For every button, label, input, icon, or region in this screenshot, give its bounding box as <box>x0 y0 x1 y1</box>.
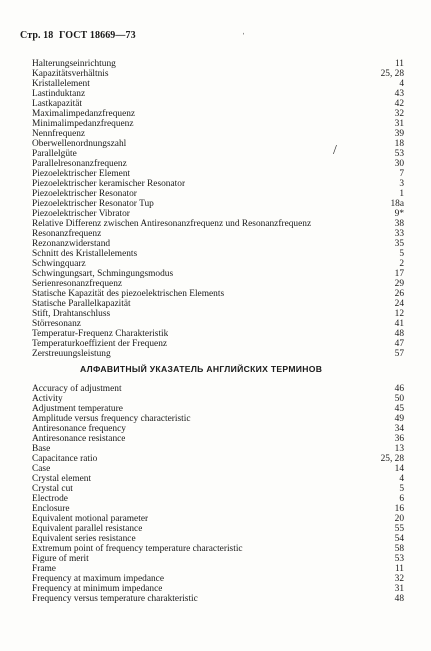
index-number: 29 <box>394 279 404 289</box>
index-number: 25, 28 <box>380 69 404 79</box>
scan-artifact-mark: ˌ <box>242 24 246 35</box>
index-entry <box>32 219 404 229</box>
index-term: Base <box>32 444 51 454</box>
index-term: Accuracy of adjustment <box>32 384 122 394</box>
index-number: 42 <box>394 99 404 109</box>
index-term: Störresonanz <box>32 319 81 329</box>
index-term: Piezoelektrischer Vibrator <box>32 209 130 219</box>
index-number: 43 <box>394 89 404 99</box>
index-entry <box>32 564 404 574</box>
index-entry <box>32 349 404 359</box>
index-entry <box>32 259 404 269</box>
index-number: 48 <box>394 594 404 604</box>
index-entry <box>32 279 404 289</box>
index-entry <box>32 119 404 129</box>
index-term: Electrode <box>32 494 68 504</box>
index-entry <box>32 59 404 69</box>
index-number: 18a <box>390 199 404 209</box>
index-number: 31 <box>394 584 404 594</box>
index-term: Piezoelektrischer Resonator Tup <box>32 199 154 209</box>
index-number: 41 <box>394 319 404 329</box>
index-number: 45 <box>394 404 404 414</box>
index-entry <box>32 79 404 89</box>
index-term: Frequency at maximum impedance <box>32 574 164 584</box>
german-terms-index <box>32 59 404 359</box>
index-number: 30 <box>394 159 404 169</box>
index-number: 34 <box>394 424 404 434</box>
index-entry <box>32 444 404 454</box>
index-number: 53 <box>394 554 404 564</box>
index-entry <box>32 504 404 514</box>
index-entry <box>32 474 404 484</box>
index-term: Extremum point of frequency temperature characteristic <box>32 544 243 554</box>
index-entry <box>32 129 404 139</box>
index-number: 54 <box>394 534 404 544</box>
index-number: 4 <box>399 474 404 484</box>
index-term: Piezoelektrischer Element <box>32 169 131 179</box>
page-number: Стр. 18 <box>20 30 54 41</box>
index-number: 32 <box>394 574 404 584</box>
index-entry <box>32 319 404 329</box>
index-term: Temperaturkoeffizient der Frequenz <box>32 339 168 349</box>
index-term: Enclosure <box>32 504 70 514</box>
index-term: Serienresonanzfrequenz <box>32 279 123 289</box>
index-term: Case <box>32 464 51 474</box>
index-term: Zerstreuungsleistung <box>32 349 111 359</box>
index-term: Schnitt des Kristallelements <box>32 249 138 259</box>
index-number: 31 <box>394 119 404 129</box>
index-term: Piezoelektrischer Resonator <box>32 189 137 199</box>
index-term: Equivalent motional parameter <box>32 514 149 524</box>
index-entry <box>32 209 404 219</box>
index-term: Amplitude versus frequency characteristic <box>32 414 191 424</box>
index-number: 50 <box>394 394 404 404</box>
index-entry <box>32 339 404 349</box>
index-number: 53 <box>394 149 404 159</box>
index-number: 20 <box>394 514 404 524</box>
index-number: 3 <box>399 179 404 189</box>
index-term: Antiresonance resistance <box>32 434 126 444</box>
index-term: Schwingungsart, Schmingungsmodus <box>32 269 174 279</box>
index-number: 16 <box>394 504 404 514</box>
index-term: Rezonanzwiderstand <box>32 239 111 249</box>
index-entry <box>32 229 404 239</box>
index-entry <box>32 239 404 249</box>
index-term: Halterungseinrichtung <box>32 59 116 69</box>
index-term: Kristallelement <box>32 79 90 89</box>
index-number: 18 <box>394 139 404 149</box>
index-entry <box>32 309 404 319</box>
index-number: 57 <box>394 349 404 359</box>
index-entry <box>32 109 404 119</box>
index-entry <box>32 289 404 299</box>
index-number: 24 <box>394 299 404 309</box>
index-number: 13 <box>394 444 404 454</box>
index-number: 6 <box>399 494 404 504</box>
index-number: 26 <box>394 289 404 299</box>
index-term: Oberwellenordnungszahl <box>32 139 127 149</box>
index-entry <box>32 524 404 534</box>
index-term: Crystal cut <box>32 484 73 494</box>
index-term: Activity <box>32 394 63 404</box>
index-number: 49 <box>394 414 404 424</box>
index-number: 9* <box>394 209 404 219</box>
index-number: 17 <box>394 269 404 279</box>
index-number: 38 <box>394 219 404 229</box>
page-header <box>20 30 136 41</box>
index-term: Maximalimpedanzfrequenz <box>32 109 136 119</box>
index-entry <box>32 99 404 109</box>
index-term: Adjustment temperature <box>32 404 123 414</box>
index-entry <box>32 269 404 279</box>
standard-number: ГОСТ 18669—73 <box>59 30 136 41</box>
index-number: 48 <box>394 329 404 339</box>
index-number: 33 <box>394 229 404 239</box>
index-term: Kapazitätsverhältnis <box>32 69 109 79</box>
index-term: Piezoelektrischer keramischer Resonator <box>32 179 186 189</box>
index-entry <box>32 534 404 544</box>
index-entry <box>32 329 404 339</box>
index-entry <box>32 394 404 404</box>
index-number: 7 <box>399 169 404 179</box>
index-term: Lastinduktanz <box>32 89 86 99</box>
index-entry <box>32 249 404 259</box>
index-number: 14 <box>394 464 404 474</box>
index-number: 25, 28 <box>380 454 404 464</box>
index-term: Equivalent series resistance <box>32 534 136 544</box>
index-entry <box>32 544 404 554</box>
index-number: 5 <box>399 484 404 494</box>
index-term: Frequency versus temperature charakteristic <box>32 594 198 604</box>
index-entry <box>32 384 404 394</box>
english-index-title: АЛФАВИТНЫЙ УКАЗАТЕЛЬ АНГЛИЙСКИХ ТЕРМИНОВ <box>80 364 323 374</box>
index-entry <box>32 494 404 504</box>
index-term: Resonanzfrequenz <box>32 229 102 239</box>
index-term: Minimalimpedanzfrequenz <box>32 119 134 129</box>
index-entry <box>32 514 404 524</box>
index-number: 11 <box>394 564 404 574</box>
index-entry <box>32 199 404 209</box>
index-entry <box>32 594 404 604</box>
index-entry <box>32 299 404 309</box>
index-entry <box>32 424 404 434</box>
index-entry <box>32 434 404 444</box>
index-entry <box>32 454 404 464</box>
index-number: 1 <box>399 189 404 199</box>
index-number: 46 <box>394 384 404 394</box>
index-term: Stift, Drahtanschluss <box>32 309 111 319</box>
index-term: Frequency at minimum impedance <box>32 584 163 594</box>
index-entry <box>32 139 404 149</box>
index-entry <box>32 414 404 424</box>
index-term: Temperatur-Frequenz Charakteristik <box>32 329 169 339</box>
index-term: Parallelgüte <box>32 149 77 159</box>
index-number: 12 <box>394 309 404 319</box>
index-term: Parallelresonanzfrequenz <box>32 159 127 169</box>
index-term: Schwingquarz <box>32 259 86 269</box>
index-term: Nennfrequenz <box>32 129 86 139</box>
index-term: Equivalent parallel resistance <box>32 524 143 534</box>
index-entry <box>32 159 404 169</box>
index-entry <box>32 169 404 179</box>
index-entry <box>32 574 404 584</box>
index-number: 11 <box>394 59 404 69</box>
index-term: Antiresonance frequency <box>32 424 126 434</box>
scan-artifact-mark: / <box>333 143 337 158</box>
index-number: 58 <box>394 544 404 554</box>
index-term: Crystal element <box>32 474 92 484</box>
index-number: 2 <box>399 259 404 269</box>
index-number: 47 <box>394 339 404 349</box>
index-term: Statische Kapazität des piezoelektrischen Elements <box>32 289 225 299</box>
index-entry <box>32 149 404 159</box>
index-number: 35 <box>394 239 404 249</box>
index-term: Frame <box>32 564 56 574</box>
index-number: 39 <box>394 129 404 139</box>
index-entry <box>32 179 404 189</box>
index-number: 32 <box>394 109 404 119</box>
index-entry <box>32 404 404 414</box>
index-number: 36 <box>394 434 404 444</box>
index-term: Lastkapazität <box>32 99 82 109</box>
index-term: Relative Differenz zwischen Antiresonanzfrequenz und Resonanzfrequenz <box>32 219 312 229</box>
index-entry <box>32 464 404 474</box>
index-entry <box>32 584 404 594</box>
index-term: Figure of merit <box>32 554 89 564</box>
index-number: 55 <box>394 524 404 534</box>
index-entry <box>32 69 404 79</box>
index-entry <box>32 484 404 494</box>
index-number: 4 <box>399 79 404 89</box>
index-entry <box>32 554 404 564</box>
index-term: Capacitance ratio <box>32 454 98 464</box>
index-term: Statische Parallelkapazität <box>32 299 131 309</box>
index-number: 5 <box>399 249 404 259</box>
index-entry <box>32 89 404 99</box>
index-entry <box>32 189 404 199</box>
english-terms-index <box>32 384 404 604</box>
